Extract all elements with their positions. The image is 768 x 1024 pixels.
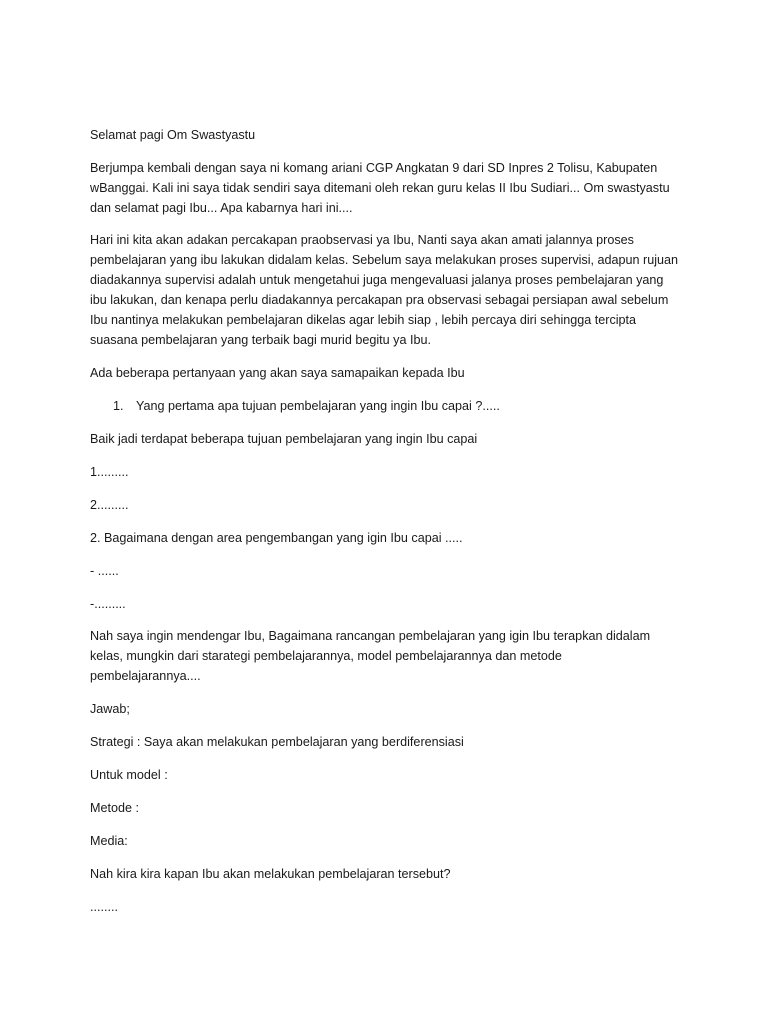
purpose-line-6: suasana pembelajaran yang terbaik bagi murid begitu ya Ibu. (90, 333, 431, 347)
list-item-text: Yang pertama apa tujuan pembelajaran yang ingin Ibu capai ?..... (136, 399, 500, 413)
strategy-line: Strategi : Saya akan melakukan pembelajaran yang berdiferensiasi (90, 735, 464, 749)
closing-dots: ........ (90, 900, 118, 914)
goals-intro: Baik jadi terdapat beberapa tujuan pembelajaran yang ingin Ibu capai (90, 432, 478, 446)
goal-1: 1......... (90, 465, 129, 479)
method-line: Metode : (90, 801, 140, 815)
purpose-line-2: pembelajaran yang ibu lakukan didalam kelas. Sebelum saya melakukan proses supervisi, adapun rujuan (90, 253, 679, 267)
design-paragraph (90, 626, 690, 686)
purpose-paragraph (90, 230, 690, 350)
list-number: 1. (113, 399, 124, 413)
purpose-line-1: Hari ini kita akan adakan percakapan praobservasi ya Ibu, Nanti saya akan amati jalannya proses (90, 233, 634, 247)
numbered-list-item-1 (0, 396, 768, 416)
area-item-2: -......... (90, 597, 126, 611)
purpose-line-4: ibu lakukan, dan kenapa perlu diadakannya percakapan pra observasi sebagai persiapan awal sebelum (90, 293, 669, 307)
intro-line-3: dan selamat pagi Ibu... Apa kabarnya hari ini.... (90, 201, 353, 215)
question-2: 2. Bagaimana dengan area pengembangan yang igin Ibu capai ..... (90, 531, 463, 545)
answer-label: Jawab; (90, 702, 130, 716)
media-line: Media: (90, 834, 128, 848)
intro-paragraph (90, 158, 690, 218)
design-line-3: pembelajarannya.... (90, 669, 201, 683)
purpose-line-5: Ibu nantinya melakukan pembelajaran dikelas agar lebih siap , lebih percaya diri sehingga tercipta (90, 313, 637, 327)
goal-2: 2......... (90, 498, 129, 512)
purpose-line-3: diadakannya supervisi adalah untuk mengetahui juga mengevaluasi jalanya proses pembelajaran yang (90, 273, 664, 287)
questions-intro: Ada beberapa pertanyaan yang akan saya samapaikan kepada Ibu (90, 366, 465, 380)
model-line: Untuk model : (90, 768, 168, 782)
design-line-1: Nah saya ingin mendengar Ibu, Bagaimana rancangan pembelajaran yang igin Ibu terapkan didalam (90, 629, 651, 643)
when-question: Nah kira kira kapan Ibu akan melakukan pembelajaran tersebut? (90, 867, 451, 881)
intro-line-1: Berjumpa kembali dengan saya ni komang ariani CGP Angkatan 9 dari SD Inpres 2 Tolisu, Kabupaten (90, 161, 658, 175)
greeting-line: Selamat pagi Om Swastyastu (90, 128, 256, 142)
design-line-2: kelas, mungkin dari starategi pembelajarannya, model pembelajarannya dan metode (90, 649, 562, 663)
area-item-1: - ...... (90, 564, 119, 578)
intro-line-2: wBanggai. Kali ini saya tidak sendiri saya ditemani oleh rekan guru kelas II Ibu Sudiari... Om swastyastu (90, 181, 670, 195)
